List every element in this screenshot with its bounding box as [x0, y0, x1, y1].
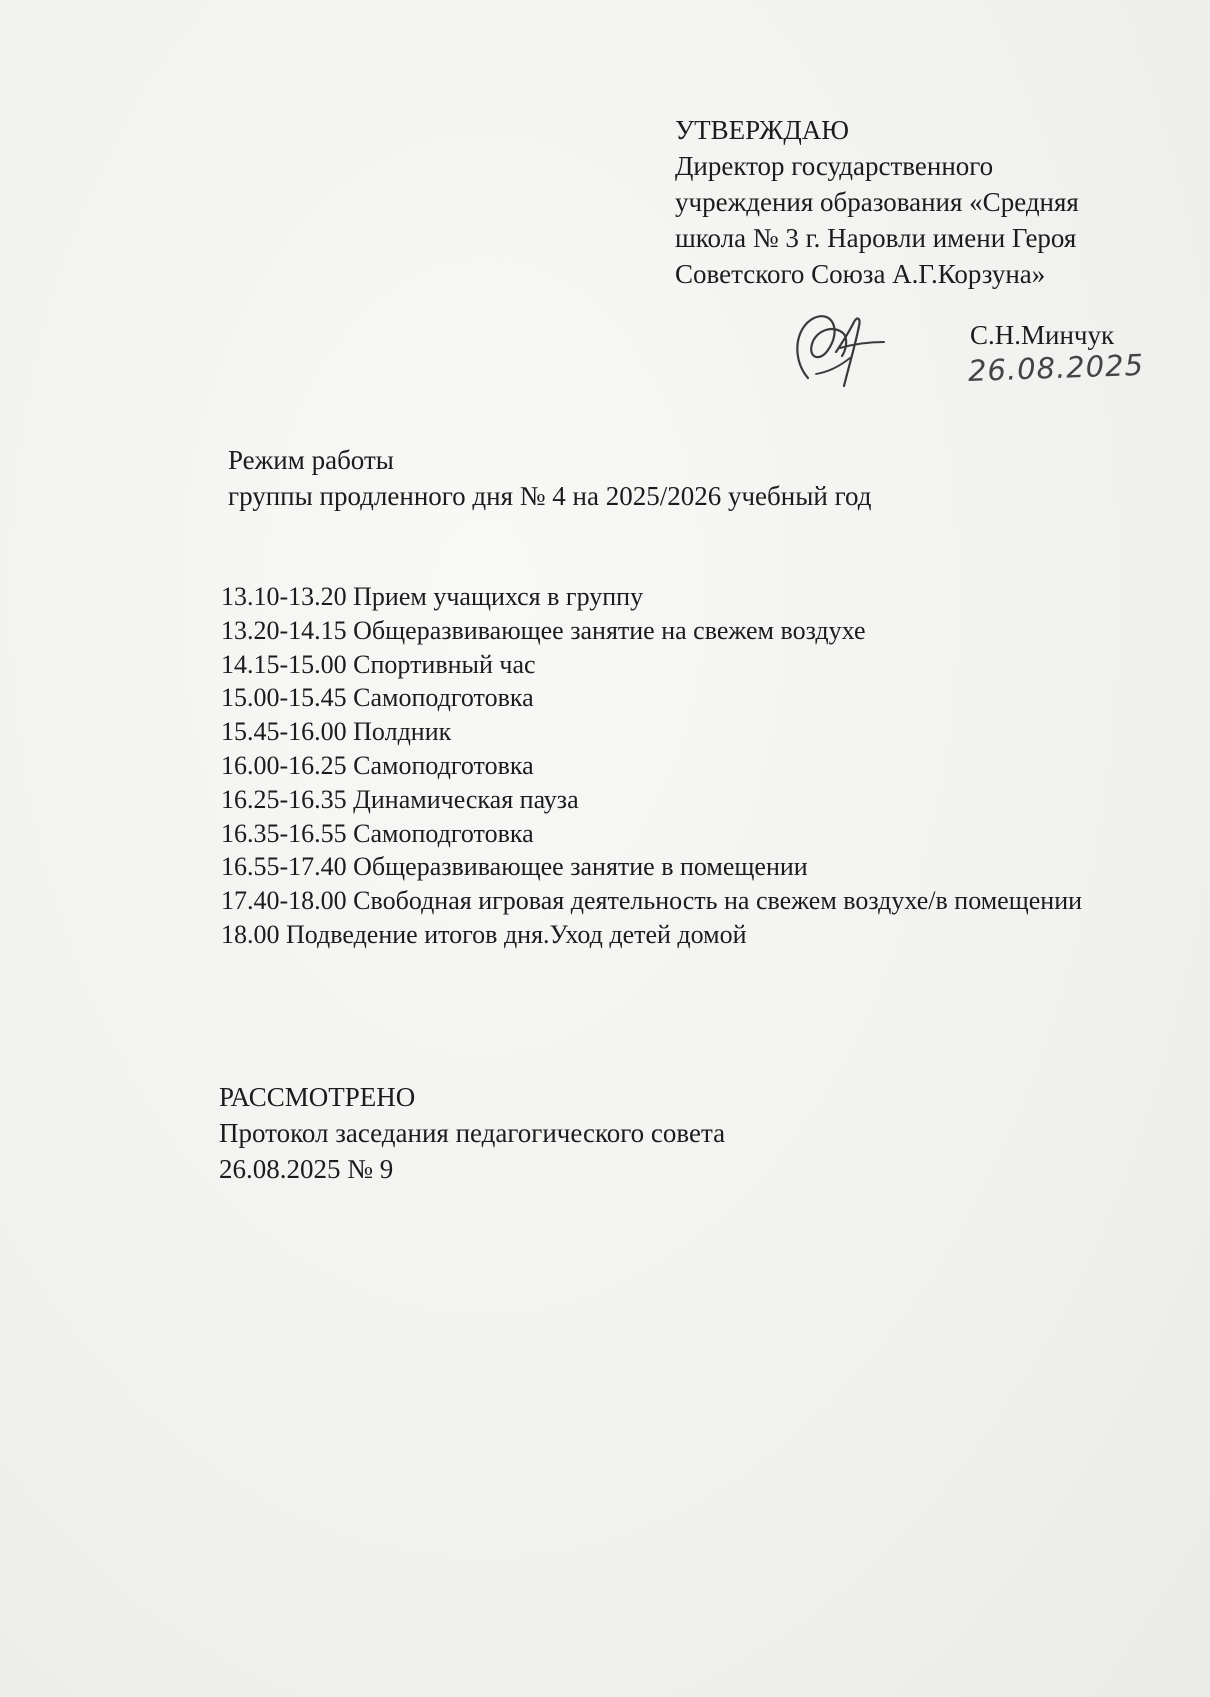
handwritten-date: 26.08.2025 [967, 347, 1145, 388]
reviewed-date-number: 26.08.2025 № 9 [219, 1154, 394, 1184]
approval-block [675, 112, 1155, 292]
schedule-item: 16.55-17.40 Общеразвивающее занятие в помещении [221, 852, 808, 882]
approval-heading: УТВЕРЖДАЮ [675, 115, 850, 145]
document-title [228, 442, 871, 514]
schedule-item: 13.10-13.20 Прием учащихся в группу [221, 582, 644, 611]
schedule-item: 13.20-14.15 Общеразвивающее занятие на свежем воздухе [221, 615, 866, 645]
schedule-item: 16.00-16.25 Самоподготовка [221, 750, 534, 780]
schedule-item: 14.15-15.00 Спортивный час [221, 649, 536, 679]
approval-line: школа № 3 г. Наровли имени Героя [675, 223, 1077, 253]
schedule-item: 16.35-16.55 Самоподготовка [221, 818, 534, 848]
schedule-item: 18.00 Подведение итогов дня.Уход детей домой [221, 919, 747, 949]
schedule-item: 16.25-16.35 Динамическая пауза [221, 784, 579, 814]
handwritten-signature [778, 300, 890, 396]
schedule-item: 15.45-16.00 Полдник [221, 717, 452, 747]
title-line-2: группы продленного дня № 4 на 2025/2026 учебный год [228, 481, 872, 511]
schedule-item: 17.40-18.00 Свободная игровая деятельность на свежем воздухе/в помещении [221, 886, 1083, 916]
approval-line: Советского Союза А.Г.Корзуна» [675, 259, 1046, 289]
reviewed-heading: РАССМОТРЕНО [219, 1082, 416, 1112]
schedule-list [221, 580, 1124, 952]
approval-line: учреждения образования «Средняя [675, 187, 1079, 217]
approval-line: Директор государственного [675, 151, 994, 181]
reviewed-protocol: Протокол заседания педагогического совета [219, 1118, 726, 1148]
schedule-item: 15.00-15.45 Самоподготовка [221, 683, 534, 713]
signer-name: С.Н.Минчук [970, 320, 1115, 350]
title-line-1: Режим работы [228, 445, 394, 475]
reviewed-block [219, 1079, 725, 1187]
